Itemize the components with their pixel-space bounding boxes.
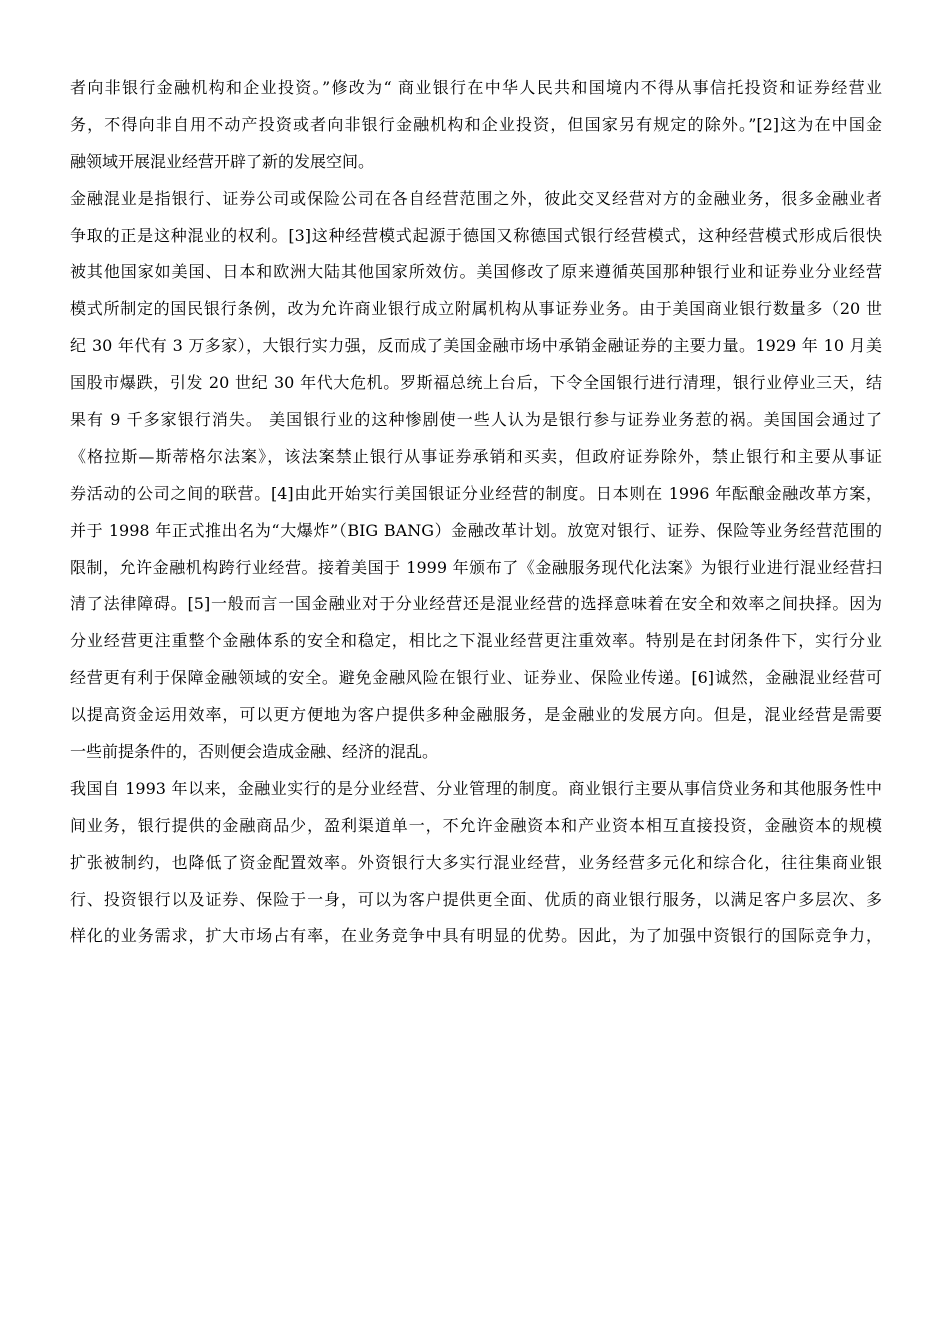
- text-line: 分业经营更注重整个金融体系的安全和稳定，相比之下混业经营更注重效率。特别是在封闭条件下，实行分业: [70, 631, 882, 651]
- text-line: 纪 30 年代有 3 万多家），大银行实力强，反而成了美国金融市场中承销金融证券的主要力量。1929 年 10 月美: [70, 336, 882, 356]
- text-line: 模式所制定的国民银行条例，改为允许商业银行成立附属机构从事证券业务。由于美国商业银行数量多（20 世: [70, 299, 882, 319]
- text-line: 间业务，银行提供的金融商品少，盈利渠道单一，不允许金融资本和产业资本相互直接投资，金融资本的规模: [70, 815, 882, 835]
- text-line: 国股市爆跌，引发 20 世纪 30 年代大危机。罗斯福总统上台后，下令全国银行进行清理，银行业停业三天，结: [70, 373, 882, 393]
- text-line: 我国自 1993 年以来，金融业实行的是分业经营、分业管理的制度。商业银行主要从事信贷业务和其他服务性中: [70, 778, 882, 798]
- text-line: 行、投资银行以及证券、保险于一身，可以为客户提供更全面、优质的商业银行服务，以满足客户多层次、多: [70, 889, 882, 909]
- text-line: 限制，允许金融机构跨行业经营。接着美国于 1999 年颁布了《金融服务现代化法案》为银行业进行混业经营扫: [70, 557, 882, 577]
- text-line: 融领域开展混业经营开辟了新的发展空间。: [70, 151, 375, 171]
- text-line: 样化的业务需求，扩大市场占有率，在业务竞争中具有明显的优势。因此，为了加强中资银行的国际竞争力，: [70, 926, 882, 946]
- text-line: 一些前提条件的，否则便会造成金融、经济的混乱。: [70, 742, 439, 762]
- text-line: 扩张被制约，也降低了资金配置效率。外资银行大多实行混业经营，业务经营多元化和综合化，往往集商业银: [70, 852, 882, 872]
- text-line: 清了法律障碍。[5]一般而言一国金融业对于分业经营还是混业经营的选择意味着在安全和效率之间抉择。因为: [70, 594, 882, 614]
- text-line: 以提高资金运用效率，可以更方便地为客户提供多种金融服务，是金融业的发展方向。但是，混业经营是需要: [70, 705, 882, 725]
- text-line: 券活动的公司之间的联营。[4]由此开始实行美国银证分业经营的制度。日本则在 1996 年酝酿金融改革方案，: [70, 483, 882, 503]
- text-line: 金融混业是指银行、证券公司或保险公司在各自经营范围之外，彼此交叉经营对方的金融业务，很多金融业者: [70, 188, 882, 208]
- text-line: 《格拉斯—斯蒂格尔法案》，该法案禁止银行从事证券承销和买卖，但政府证券除外，禁止银行和主要从事证: [70, 446, 882, 466]
- text-line: 争取的正是这种混业的权利。[3]这种经营模式起源于德国又称德国式银行经营模式，这种经营模式形成后很快: [70, 225, 882, 245]
- text-line: 被其他国家如美国、日本和欧洲大陆其他国家所效仿。美国修改了原来遵循英国那种银行业和证券业分业经营: [70, 262, 882, 282]
- text-line: 并于 1998 年正式推出名为“大爆炸”（BIG BANG）金融改革计划。放宽对银行、证券、保险等业务经营范围的: [70, 520, 882, 540]
- text-line: 者向非银行金融机构和企业投资。”修改为“ 商业银行在中华人民共和国境内不得从事信托投资和证券经营业: [70, 78, 882, 97]
- text-line: 果有 9 千多家银行消失。 美国银行业的这种惨剧使一些人认为是银行参与证券业务惹的祸。美国国会通过了: [70, 410, 882, 430]
- document-body: [70, 70, 882, 955]
- text-line: 经营更有利于保障金融领域的安全。避免金融风险在银行业、证券业、保险业传递。[6]诚然，金融混业经营可: [70, 668, 882, 688]
- text-line: 务，不得向非自用不动产投资或者向非银行金融机构和企业投资，但国家另有规定的除外。”[2]这为在中国金: [70, 114, 882, 134]
